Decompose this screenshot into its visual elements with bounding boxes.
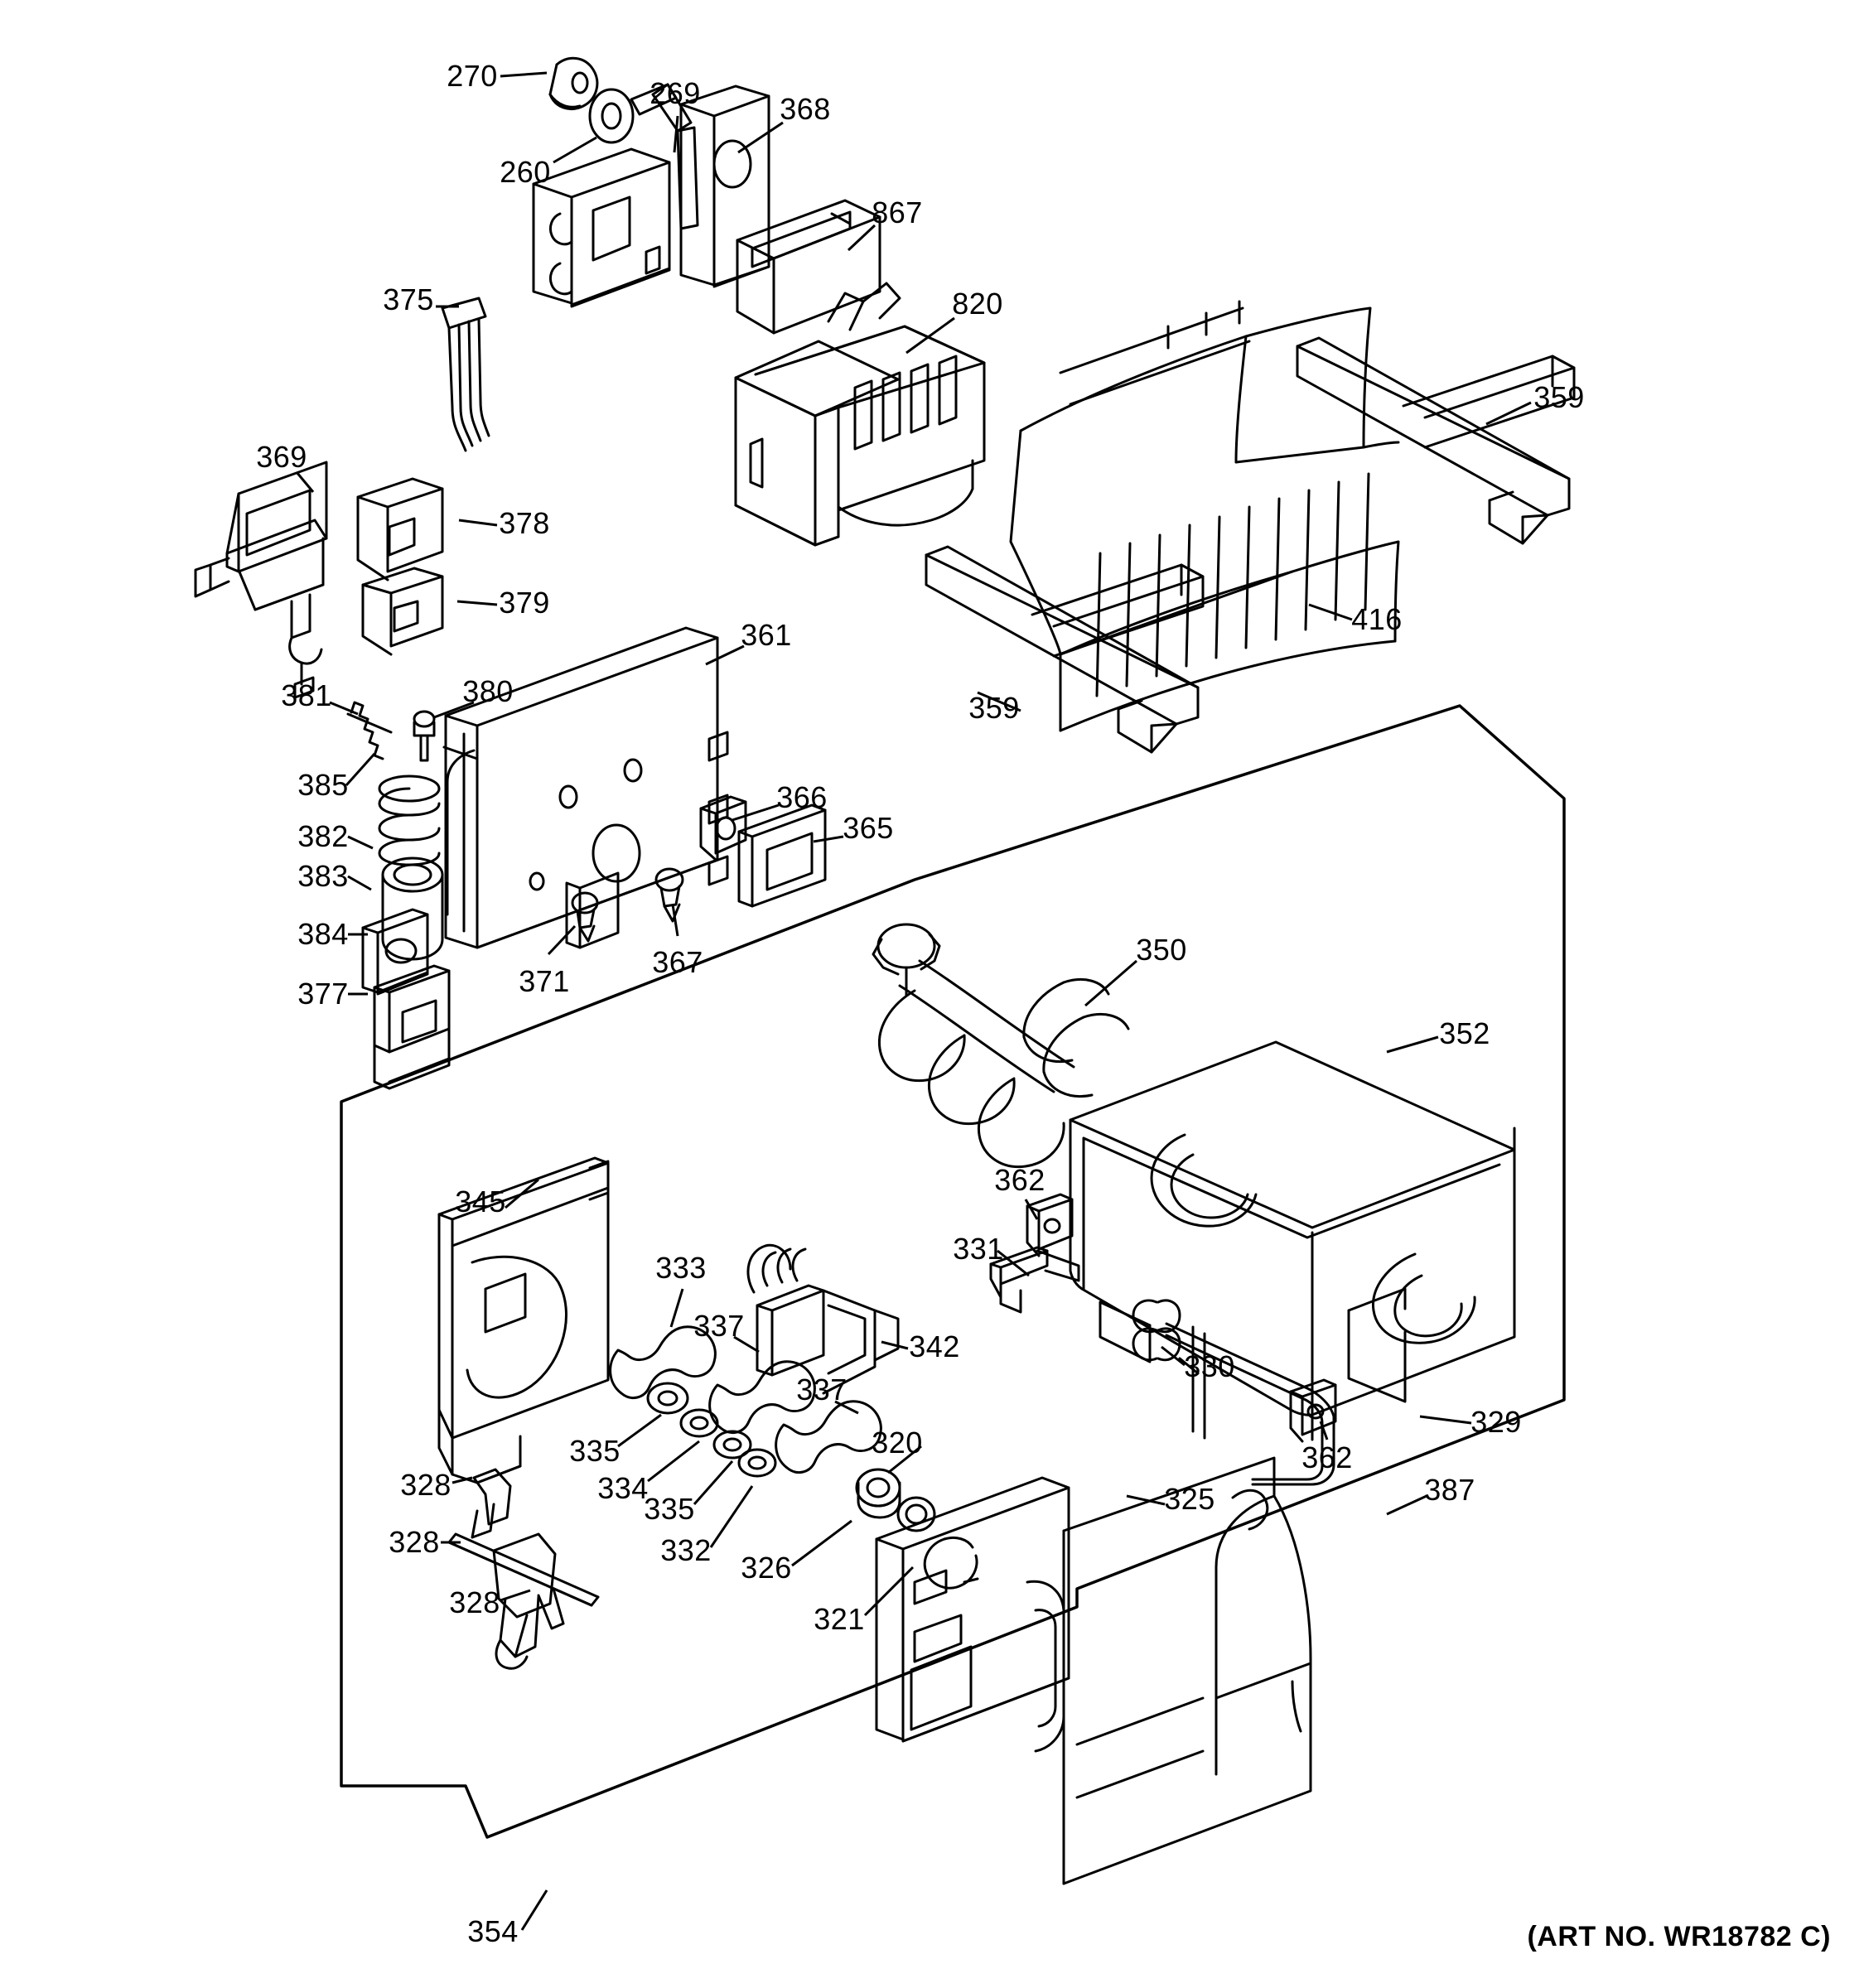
callout-362: 362 [1301,1440,1353,1474]
callout-332: 332 [660,1533,712,1567]
callout-337: 337 [796,1373,847,1407]
callout-375: 375 [383,282,434,316]
callout-368: 368 [780,92,831,126]
callout-379: 379 [499,586,550,620]
callout-384: 384 [297,917,349,951]
callout-383: 383 [297,859,349,893]
callout-354: 354 [467,1914,519,1948]
callout-362: 362 [994,1163,1045,1197]
callout-260: 260 [500,155,551,189]
callout-334: 334 [597,1471,649,1505]
callout-382: 382 [297,819,349,853]
callout-381: 381 [281,678,332,712]
callout-345: 345 [455,1185,506,1218]
art-number-label: (ART NO. WR18782 C) [1527,1921,1831,1952]
callout-321: 321 [814,1602,865,1636]
callout-269: 269 [650,76,701,110]
callout-378: 378 [499,506,550,540]
callout-329: 329 [1470,1405,1522,1439]
callout-337: 337 [693,1309,745,1343]
callout-387: 387 [1424,1473,1475,1507]
callout-359: 359 [1533,380,1585,414]
callout-380: 380 [462,674,514,708]
callout-330: 330 [1184,1349,1235,1383]
callout-328: 328 [449,1585,500,1619]
callout-325: 325 [1164,1482,1215,1516]
callout-352: 352 [1439,1016,1490,1050]
callout-320: 320 [872,1426,923,1460]
callout-367: 367 [652,945,703,979]
callout-342: 342 [909,1329,960,1363]
callout-369: 369 [256,440,307,474]
callout-328: 328 [400,1468,452,1502]
callout-385: 385 [297,768,349,802]
callout-361: 361 [741,618,792,652]
callout-331: 331 [953,1232,1004,1266]
callout-335: 335 [569,1434,621,1468]
callout-333: 333 [655,1251,707,1285]
callout-350: 350 [1136,933,1187,967]
callout-359: 359 [968,691,1020,725]
callout-820: 820 [952,287,1003,321]
callout-377: 377 [297,977,349,1011]
callout-335: 335 [644,1492,695,1526]
callout-867: 867 [872,195,923,229]
callout-371: 371 [519,964,570,998]
callout-328: 328 [389,1525,440,1559]
callout-366: 366 [776,780,828,814]
callout-365: 365 [843,811,894,845]
callout-270: 270 [447,59,498,93]
callout-326: 326 [741,1551,792,1585]
callout-416: 416 [1351,602,1403,636]
